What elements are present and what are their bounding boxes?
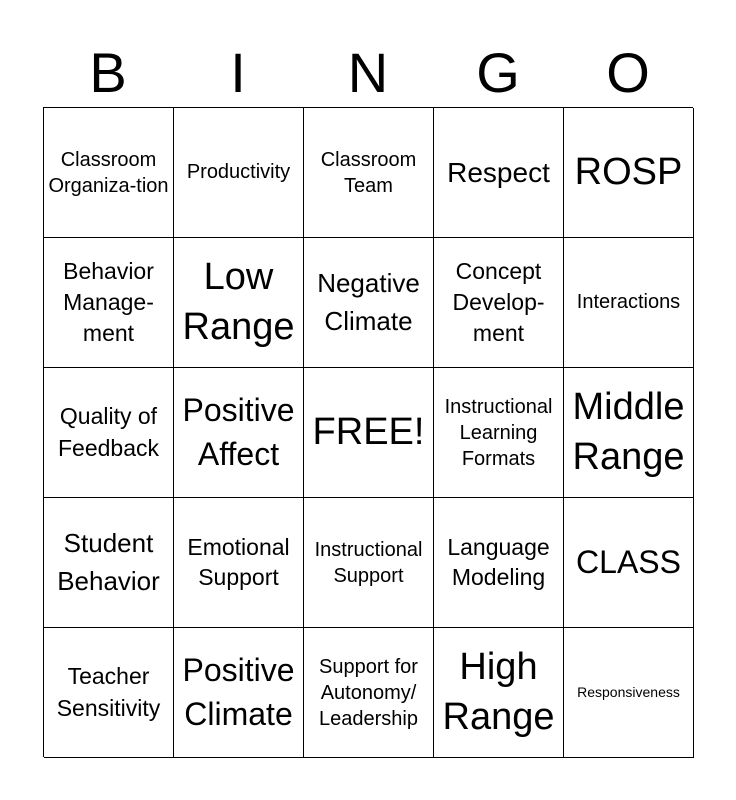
bingo-cell[interactable] [304,108,434,238]
cell-label: Classroom Team [320,148,417,197]
bingo-cell[interactable] [44,108,174,238]
cell-label: Responsiveness [577,684,680,701]
bingo-cell[interactable] [174,368,304,498]
cell-label: Teacher Sensitivity [56,663,161,721]
cell-label: Instructional Learning Formats [444,395,553,470]
bingo-header [43,40,693,106]
cell-label: Low Range [182,256,295,348]
bingo-cell[interactable] [174,628,304,758]
cell-label: Positive Affect [182,392,295,472]
cell-label: Instructional Support [314,538,423,587]
bingo-cell[interactable] [174,108,304,238]
cell-label: Language Modeling [447,533,550,590]
bingo-cell[interactable] [434,238,564,368]
cell-label: Concept Develop-ment [452,257,545,347]
bingo-cell[interactable] [44,368,174,498]
bingo-cell[interactable] [44,238,174,368]
bingo-cell[interactable] [174,238,304,368]
cell-label: Support for Autonomy/ Leadership [319,655,418,730]
bingo-cell[interactable] [564,238,694,368]
bingo-cell[interactable] [174,498,304,628]
cell-label: Positive Climate [182,652,295,732]
bingo-cell[interactable] [564,368,694,498]
header-letter-b: B [89,41,127,104]
bingo-cell[interactable] [434,628,564,758]
bingo-cell[interactable] [44,498,174,628]
cell-label: Respect [447,156,550,188]
bingo-cell[interactable] [564,628,694,758]
cell-label: Middle Range [572,386,685,478]
cell-label: Quality of Feedback [57,403,159,461]
bingo-cell[interactable] [304,498,434,628]
cell-label: Emotional Support [187,533,290,590]
cell-label: Interactions [576,291,681,313]
free-label: FREE! [312,410,425,453]
bingo-cell[interactable] [564,108,694,238]
cell-label: High Range [442,646,555,738]
cell-label: Classroom Organiza-tion [48,148,169,197]
header-letter-i: I [230,41,246,104]
bingo-cell[interactable] [434,108,564,238]
header-letter-o: O [606,41,650,104]
bingo-cell[interactable] [304,628,434,758]
header-letter-n: N [347,41,389,104]
bingo-cell[interactable] [434,368,564,498]
header-letter-g: G [476,41,520,104]
bingo-cell[interactable] [44,628,174,758]
free-space[interactable] [304,368,434,498]
cell-label: Behavior Manage-ment [63,257,154,347]
cell-label: Student Behavior [57,527,160,596]
cell-label: ROSP [574,150,683,193]
bingo-cell[interactable] [304,238,434,368]
bingo-board [43,107,693,757]
bingo-cell[interactable] [564,498,694,628]
cell-label: Negative Climate [317,267,420,336]
cell-label: CLASS [576,543,681,580]
bingo-cell[interactable] [434,498,564,628]
cell-label: Productivity [186,161,291,183]
